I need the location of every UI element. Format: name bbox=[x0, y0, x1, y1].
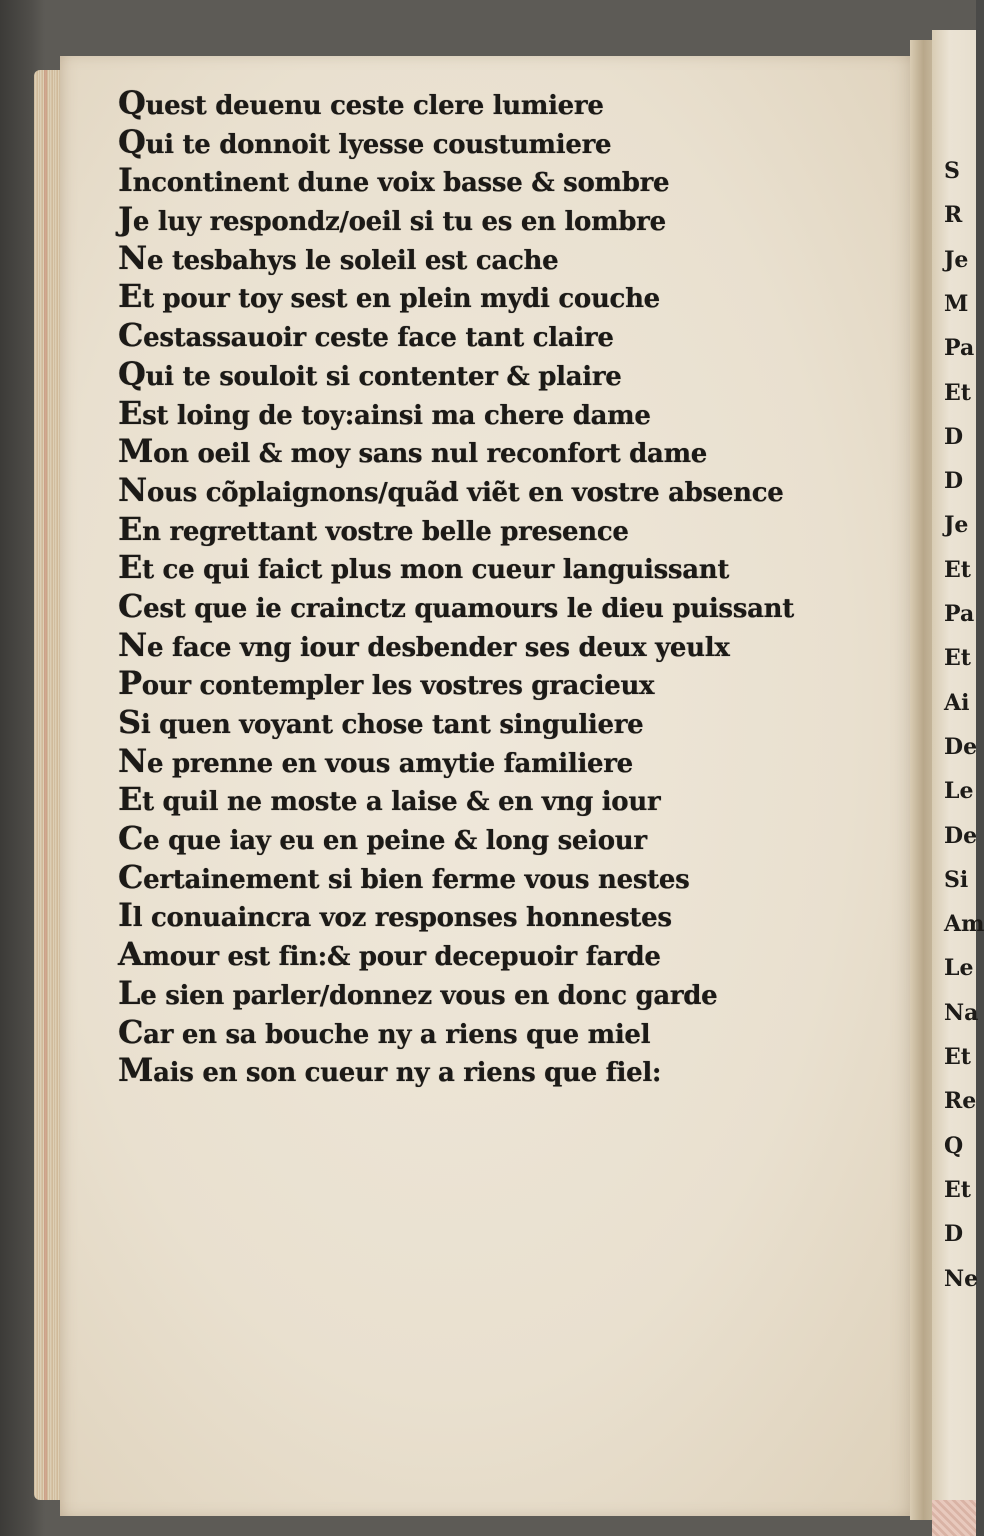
verse-line: Cest que ie crainctz quamours le dieu puissant bbox=[118, 586, 794, 625]
verse-line: Nous cõplaignons/quãd viẽt en vostre absence bbox=[118, 470, 784, 509]
verse-line: Est loing de toy:ainsi ma chere dame bbox=[118, 393, 651, 432]
verse-line: Ne prenne en vous amytie familiere bbox=[118, 741, 633, 780]
facing-page-line: Pa bbox=[944, 335, 975, 362]
binding-ribbon bbox=[932, 1500, 976, 1536]
facing-page-line: S bbox=[944, 158, 960, 184]
facing-page-line: Na bbox=[944, 999, 979, 1026]
facing-page-line: Je bbox=[944, 512, 969, 539]
facing-page-line: Et bbox=[944, 645, 971, 672]
verse-line: Mais en son cueur ny a riens que fiel: bbox=[118, 1051, 662, 1090]
facing-page-line: Je bbox=[944, 246, 969, 273]
facing-page-line: Et bbox=[944, 1176, 971, 1203]
verse-line: Et quil ne moste a laise & en vng iour bbox=[118, 780, 661, 819]
verse-line: Car en sa bouche ny a riens que miel bbox=[118, 1012, 651, 1051]
facing-page-line: Et bbox=[944, 556, 971, 583]
verse-line: Ce que iay eu en peine & long seiour bbox=[118, 819, 647, 858]
verse-line: Pour contempler les vostres gracieux bbox=[118, 664, 655, 703]
facing-page-line: Le bbox=[944, 955, 974, 982]
verse-line: Si quen voyant chose tant singuliere bbox=[118, 703, 644, 741]
facing-page-line: Ai bbox=[944, 689, 970, 716]
facing-page-line: M bbox=[944, 290, 969, 317]
facing-page bbox=[932, 30, 984, 1536]
facing-page-line: Am bbox=[944, 911, 984, 938]
verse-line: Qui te souloit si contenter & plaire bbox=[118, 354, 622, 393]
facing-page-line: D bbox=[944, 423, 964, 450]
verse-text-block bbox=[118, 84, 918, 1090]
verse-line: Et ce qui faict plus mon cueur languissant bbox=[118, 548, 730, 587]
facing-page-line: R bbox=[944, 202, 963, 229]
verse-line: Je luy respondz/oeil si tu es en lombre bbox=[118, 200, 666, 239]
facing-page-line: Pa bbox=[944, 601, 975, 627]
facing-page-line: Et bbox=[944, 1044, 971, 1070]
facing-page-line: D bbox=[944, 468, 964, 495]
verse-line: Il conuaincra voz responses honnestes bbox=[118, 896, 672, 935]
facing-page-line: Et bbox=[944, 379, 971, 406]
facing-page-line: Re bbox=[944, 1088, 977, 1115]
verse-line: Amour est fin:& pour decepuoir farde bbox=[118, 935, 661, 974]
verse-line: Cestassauoir ceste face tant claire bbox=[118, 316, 614, 355]
verse-line: Ne tesbahys le soleil est cache bbox=[118, 238, 559, 277]
verse-line: Quest deuenu ceste clere lumiere bbox=[118, 84, 604, 122]
verse-line: Et pour toy sest en plein mydi couche bbox=[118, 277, 660, 316]
verse-line: Ne face vng iour desbender ses deux yeulx bbox=[118, 625, 730, 664]
facing-page-line: De bbox=[944, 733, 978, 760]
facing-page-line: Q bbox=[944, 1132, 964, 1159]
facing-page-line: Le bbox=[944, 778, 974, 805]
verse-line: En regrettant vostre belle presence bbox=[118, 509, 629, 548]
facing-page-line: Si bbox=[944, 866, 969, 893]
verse-line: Le sien parler/donnez vous en donc garde bbox=[118, 973, 718, 1012]
verse-line: Incontinent dune voix basse & sombre bbox=[118, 161, 670, 200]
facing-page-line: D bbox=[944, 1221, 964, 1248]
verse-line: Mon oeil & moy sans nul reconfort dame bbox=[118, 432, 708, 471]
facing-page-line: De bbox=[944, 822, 978, 849]
facing-page-line: Ne bbox=[944, 1265, 979, 1292]
verse-line: Certainement si bien ferme vous nestes bbox=[118, 857, 690, 896]
verse-line: Qui te donnoit lyesse coustumiere bbox=[118, 122, 612, 161]
